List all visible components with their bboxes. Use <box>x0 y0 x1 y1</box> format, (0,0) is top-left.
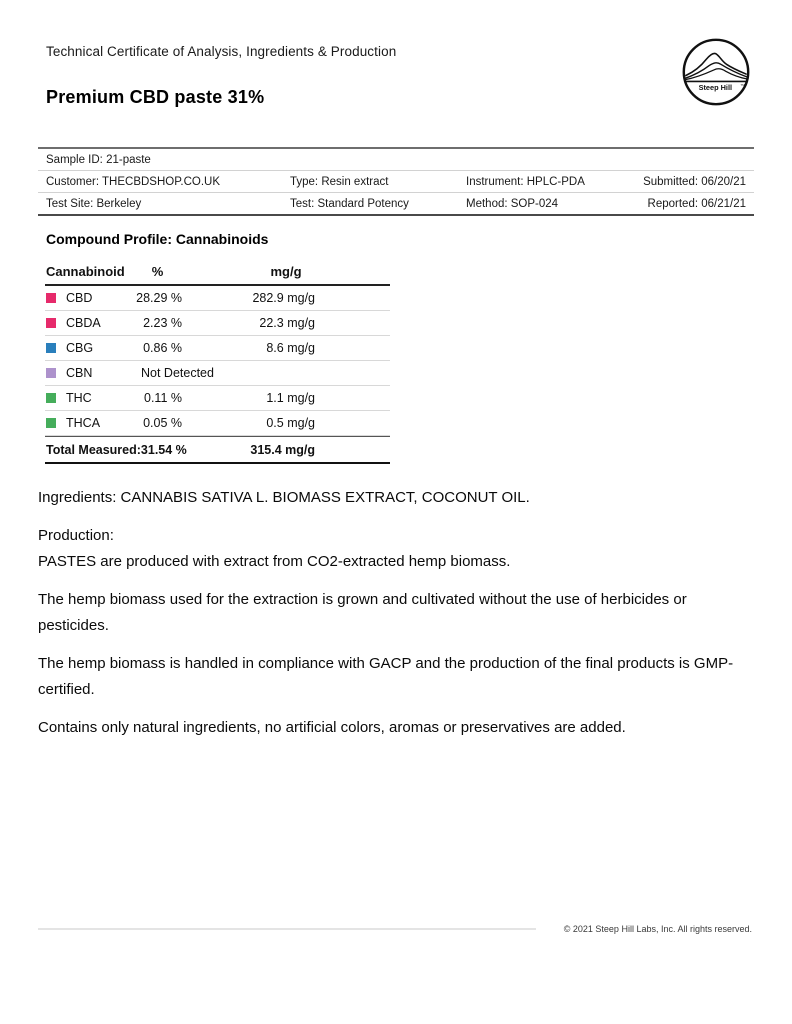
cannabinoid-percent: 0.86 % <box>143 341 182 355</box>
col-header-percent: % <box>151 264 164 279</box>
cannabinoid-name: CBN <box>66 366 93 380</box>
body-paragraph: The hemp biomass used for the extraction is grown and cultivated without the use of herbicides or pesticides. <box>38 591 687 634</box>
ingredients-paragraph: Ingredients: CANNABIS SATIVA L. BIOMASS EXTRACT, COCONUT OIL. <box>38 489 530 506</box>
logo-text: Steep Hill <box>698 83 733 93</box>
cannabinoid-mgg: 1.1 mg/g <box>266 391 315 405</box>
sample-id-cell: Sample ID: 21-paste <box>46 153 151 166</box>
cannabinoid-name: THCA <box>66 416 101 430</box>
sample-info-grid <box>38 171 754 214</box>
cannabinoid-percent: 28.29 % <box>136 291 182 305</box>
compound-table-body <box>45 286 390 436</box>
sample-info-field: Type: Resin extract <box>290 175 389 188</box>
doc-type-heading: Technical Certificate of Analysis, Ingredients & Production <box>46 44 397 59</box>
cannabinoid-name: THC <box>66 391 92 405</box>
cannabinoid-mgg: 282.9 mg/g <box>252 291 315 305</box>
cannabinoid-name: CBDA <box>66 316 101 330</box>
production-notes <box>38 587 758 741</box>
cannabinoid-percent: 0.05 % <box>143 416 182 430</box>
body-paragraph: Contains only natural ingredients, no artificial colors, aromas or preservatives are added. <box>38 719 626 736</box>
cannabinoid-mgg: 0.5 mg/g <box>266 416 315 430</box>
total-measured-row <box>45 436 390 464</box>
mountain-logo-icon <box>681 37 751 107</box>
body-text <box>38 485 758 753</box>
sample-info-field: Test: Standard Potency <box>290 197 409 210</box>
cannabinoid-color-swatch <box>46 368 56 378</box>
col-header-cannabinoid: Cannabinoid <box>46 264 125 279</box>
footer <box>38 924 752 934</box>
sample-info-field: Instrument: HPLC-PDA <box>466 175 585 188</box>
sample-info-row <box>38 193 754 214</box>
sample-info-field: Reported: 06/21/21 <box>647 197 746 210</box>
production-line: PASTES are produced with extract from CO2-extracted hemp biomass. <box>38 553 511 570</box>
sample-info-table <box>38 147 754 216</box>
production-label: Production: <box>38 527 114 544</box>
sample-info-field: Method: SOP-024 <box>466 197 559 210</box>
cannabinoid-mgg: 8.6 mg/g <box>266 341 315 355</box>
cannabinoid-row <box>45 311 390 336</box>
cannabinoid-row <box>45 361 390 386</box>
logo-trademark: TM <box>740 83 745 87</box>
sample-info-field: Test Site: Berkeley <box>46 197 142 210</box>
cannabinoid-row <box>45 411 390 436</box>
sample-id-row <box>38 149 754 171</box>
cannabinoid-table-header <box>45 259 390 286</box>
total-measured-percent: 31.54 % <box>140 442 187 457</box>
cannabinoid-percent: 0.11 % <box>144 391 182 405</box>
sample-info-field: Customer: THECBDSHOP.CO.UK <box>46 175 221 188</box>
copyright-text: © 2021 Steep Hill Labs, Inc. All rights reserved. <box>563 924 752 934</box>
footer-divider <box>38 928 536 930</box>
product-title: Premium CBD paste 31% <box>46 87 265 107</box>
total-measured-cell <box>45 442 187 457</box>
cannabinoid-row <box>45 386 390 411</box>
cannabinoid-percent: 2.23 % <box>143 316 182 330</box>
cannabinoid-mgg: 22.3 mg/g <box>259 316 315 330</box>
cannabinoid-color-swatch <box>46 293 56 303</box>
cannabinoid-percent: Not Detected <box>141 366 214 380</box>
body-paragraph: The hemp biomass is handled in compliance with GACP and the production of the final products is GMP-certified. <box>38 655 734 698</box>
sample-info-row <box>38 171 754 193</box>
cannabinoid-row <box>45 286 390 311</box>
cannabinoid-color-swatch <box>46 393 56 403</box>
cannabinoid-row <box>45 336 390 361</box>
sample-info-field: Submitted: 06/20/21 <box>643 175 746 188</box>
cannabinoid-color-swatch <box>46 418 56 428</box>
cannabinoid-color-swatch <box>46 318 56 328</box>
cannabinoid-name: CBG <box>66 341 94 355</box>
production-paragraph <box>38 523 758 575</box>
total-measured-label: Total Measured: <box>46 442 141 457</box>
cannabinoid-color-swatch <box>46 343 56 353</box>
col-header-mgg: mg/g <box>270 264 302 279</box>
cannabinoid-name: CBD <box>66 291 93 305</box>
cannabinoid-table <box>45 259 390 464</box>
total-measured-mgg: 315.4 mg/g <box>250 442 315 457</box>
steep-hill-logo <box>681 37 751 107</box>
compound-profile-heading: Compound Profile: Cannabinoids <box>46 231 269 247</box>
